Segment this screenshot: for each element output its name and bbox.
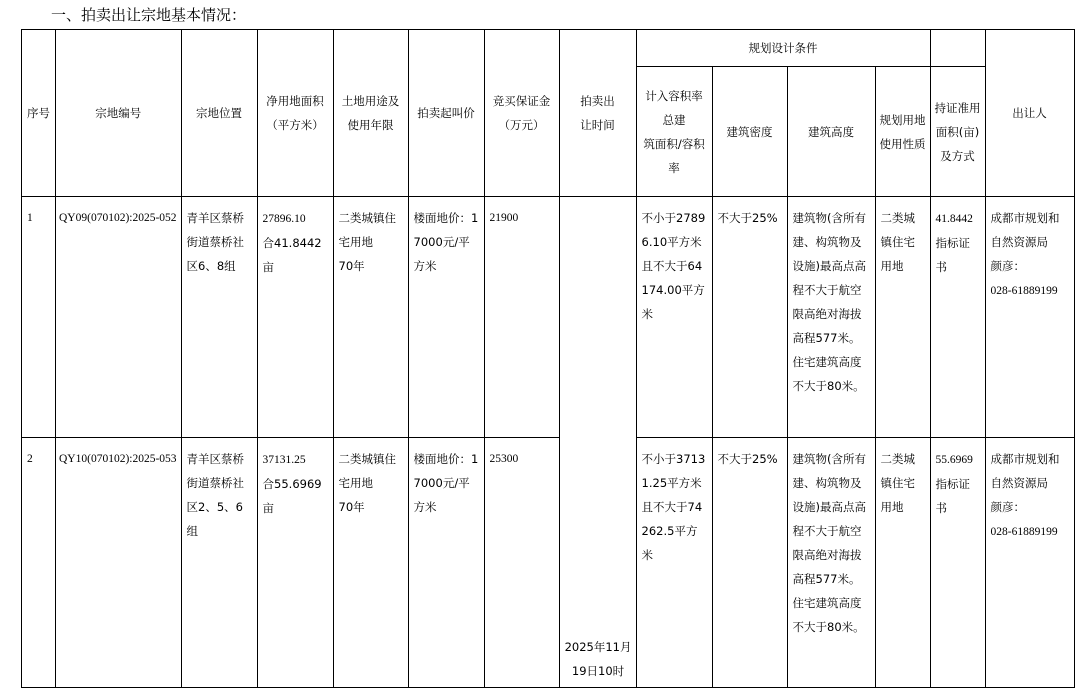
cell-seq: 1 — [22, 197, 56, 438]
table-row — [22, 197, 1075, 438]
cell-transferor: 成都市规划和自然资源局 颜彦： 028-61889199 — [985, 438, 1074, 688]
cell-planned-use: 二类城镇住宅用地 — [875, 197, 930, 438]
cell-quota: 41.8442 指标证书 — [930, 197, 985, 438]
header-net-area: 净用地面积 （平方米） — [257, 30, 333, 197]
section-title: 一、拍卖出让宗地基本情况： — [51, 6, 247, 24]
cell-parcel-no: QY10(070102):2025-053 — [56, 438, 182, 688]
cell-net-area: 37131.25 合55.6969亩 — [257, 438, 333, 688]
cell-floor-area-ratio: 不小于27896.10平方米且不大于64174.00平方米 — [636, 197, 712, 438]
header-floor-area-ratio: 计入容积率 总建 筑面积/容积 率 — [636, 67, 712, 197]
cell-land-use: 二类城镇住宅用地 70年 — [333, 197, 408, 438]
header-start-price: 拍卖起叫价 — [408, 30, 484, 197]
header-building-density: 建筑密度 — [712, 67, 787, 197]
cell-deposit: 25300 — [484, 438, 559, 688]
cell-start-price: 楼面地价：17000元/平方米 — [408, 438, 484, 688]
table-row — [22, 438, 1075, 688]
header-deposit: 竞买保证金 （万元） — [484, 30, 559, 197]
cell-start-price: 楼面地价：17000元/平方米 — [408, 197, 484, 438]
header-building-height: 建筑高度 — [787, 67, 875, 197]
cell-building-density: 不大于25% — [712, 438, 787, 688]
header-land-use: 土地用途及 使用年限 — [333, 30, 408, 197]
cell-building-density: 不大于25% — [712, 197, 787, 438]
header-auction-time: 拍卖出 让时间 — [559, 30, 636, 197]
header-planned-use: 规划用地 使用性质 — [875, 67, 930, 197]
header-quota-area: 持证准用 面积(亩) 及方式 — [930, 67, 985, 197]
cell-auction-time: 2025年11月19日10时 — [559, 197, 636, 688]
cell-parcel-no: QY09(070102):2025-052 — [56, 197, 182, 438]
cell-location: 青羊区蔡桥街道蔡桥社区6、8组 — [181, 197, 257, 438]
header-parcel-no: 宗地编号 — [56, 30, 182, 197]
header-blank — [930, 30, 985, 67]
cell-building-height: 建筑物(含所有建、构筑物及设施)最高点高程不大于航空限高绝对海拔高程577米。住宅建筑高度不大于80米。 — [787, 438, 875, 688]
cell-seq: 2 — [22, 438, 56, 688]
land-parcel-table — [21, 29, 1075, 688]
header-seq: 序号 — [22, 30, 56, 197]
cell-net-area: 27896.10 合41.8442亩 — [257, 197, 333, 438]
header-location: 宗地位置 — [181, 30, 257, 197]
cell-transferor: 成都市规划和自然资源局 颜彦： 028-61889199 — [985, 197, 1074, 438]
cell-quota: 55.6969 指标证书 — [930, 438, 985, 688]
header-planning-conditions: 规划设计条件 — [636, 30, 930, 67]
cell-location: 青羊区蔡桥街道蔡桥社区2、5、6组 — [181, 438, 257, 688]
cell-deposit: 21900 — [484, 197, 559, 438]
header-transferor: 出让人 — [985, 30, 1074, 197]
cell-planned-use: 二类城镇住宅用地 — [875, 438, 930, 688]
cell-land-use: 二类城镇住宅用地 70年 — [333, 438, 408, 688]
cell-building-height: 建筑物(含所有建、构筑物及设施)最高点高程不大于航空限高绝对海拔高程577米。住宅建筑高度不大于80米。 — [787, 197, 875, 438]
cell-floor-area-ratio: 不小于37131.25平方米且不大于74262.5平方米 — [636, 438, 712, 688]
